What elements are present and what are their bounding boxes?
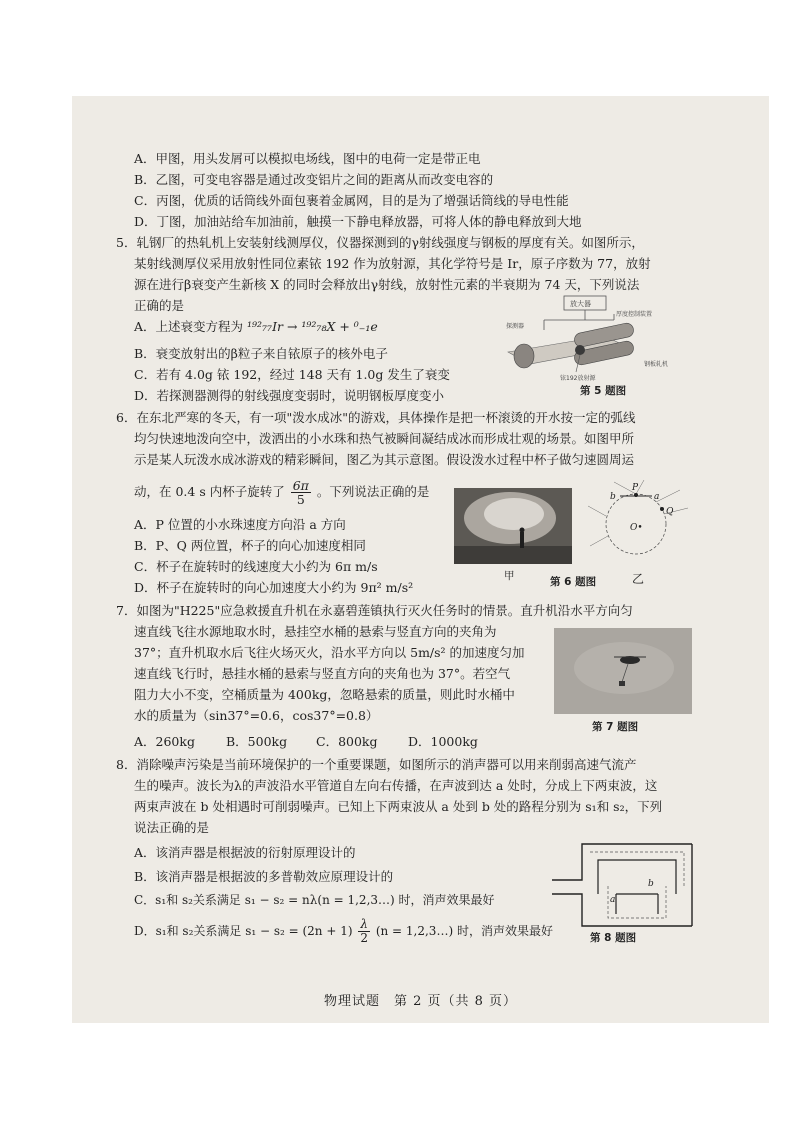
q6-option-b: B．P、Q 两位置，杯子的向心加速度相同 (134, 538, 366, 553)
label-O: O• (630, 523, 643, 533)
q6-option-a: A．P 位置的小水珠速度方向沿 a 方向 (134, 517, 346, 532)
q6-stem-line3: 示是某人玩泼水成冰游戏的精彩瞬间，图乙为其示意图。假设泼水过程中杯子做匀速圆周运 (134, 452, 635, 467)
source-label: 铱192放射源 (560, 375, 596, 382)
q6-angle-fraction (291, 479, 311, 506)
q6-figure-caption: 第 6 题图 (550, 576, 597, 588)
q5-option-a (134, 318, 378, 335)
upper-path (590, 852, 684, 886)
q6-stem-line1: 6．在东北严寒的冬天，有一项"泼水成冰"的游戏，具体操作是把一杯滚烫的开水按一定的弧线 (116, 410, 636, 425)
q8-option-c (134, 892, 495, 909)
q4-option-a: A．甲图，用头发屑可以模拟电场线，图中的电荷一定是带正电 (134, 151, 481, 166)
q5-figure-caption: 第 5 题图 (580, 385, 627, 397)
q8-stem-line2: 生的噪声。波长为λ的声波沿水平管道自左向右传播，在声波到达 a 处时，分成上下两束波，这 (134, 778, 658, 793)
q7-figure-caption: 第 7 题图 (592, 721, 639, 733)
detector-label: 探测器 (506, 323, 525, 330)
q4-option-b: B．乙图，可变电容器是通过改变铝片之间的距离从而改变电容的 (134, 172, 494, 187)
bucket (619, 681, 625, 686)
q7-stem-line6: 水的质量为（sin37°=0.6，cos37°=0.8） (134, 708, 379, 723)
q7-stem-line5: 阻力大小不变，空桶质量为 400kg，忽略悬索的质量，则此时水桶中 (134, 687, 515, 702)
q7-stem-line1: 7．如图为"H225"应急救援直升机在永嘉碧莲镇执行灭火任务时的情景。直升机沿水平方向匀 (116, 603, 633, 618)
q8-option-d-result: 时，消声效果最好 (456, 924, 553, 938)
q8-option-d-denominator: 2 (360, 931, 368, 945)
q8-option-c-result: 时，消声效果最好 (398, 893, 495, 907)
q4-option-c: C．丙图，优质的话筒线外面包裹着金属网，目的是为了增强话筒线的导电性能 (134, 193, 569, 208)
label-a: a (654, 492, 660, 502)
q6-diagram-yi (584, 476, 694, 568)
q8-option-d-numerator: λ (360, 917, 368, 931)
q8-stem-line4: 说法正确的是 (134, 820, 210, 835)
circular-motion-diagram (584, 476, 694, 568)
q6-angle-numerator: 6π (292, 478, 309, 493)
q5-option-b: B．衰变放射出的β粒子来自铱原子的核外电子 (134, 346, 388, 361)
q7-photo (554, 628, 692, 714)
point-b-label: b (648, 879, 654, 889)
q8-option-b: B．该消声器是根据波的多普勒效应原理设计的 (134, 869, 394, 884)
lower-path (608, 886, 666, 918)
control-label: 厚度控制装置 (616, 311, 653, 318)
label-Q: Q (666, 507, 674, 517)
person-silhouette (520, 532, 524, 548)
q5-stem-line2: 某射线测厚仪采用放射性同位素铱 192 作为放射源，其化学符号是 Ir，原子序数为 77，放射 (134, 256, 651, 271)
q6-stem-line2: 均匀快速地泼向空中，泼洒出的小水珠和热气被瞬间凝结成冰而形成壮观的场景。如图甲所 (134, 431, 635, 446)
q6-label-yi: 乙 (632, 572, 645, 586)
q8-stem-line3: 两束声波在 b 处相遇时可削弱噪声。已知上下两束波从 a 处到 b 处的路程分别为 s₁和 s₂，下列 (134, 799, 663, 814)
q6-option-d: D．杯子在旋转时的向心加速度大小约为 9π² m/s² (134, 580, 414, 595)
q8-figure-caption: 第 8 题图 (590, 932, 637, 944)
q5-stem-line1: 5．轧钢厂的热轧机上安装射线测厚仪，仪器探测到的γ射线强度与钢板的厚度有关。如图所示， (116, 235, 644, 250)
q7-option-d: D．1000kg (408, 734, 478, 749)
q5-option-c: C．若有 4.0g 铱 192，经过 148 天有 1.0g 发生了衰变 (134, 367, 450, 382)
q7-option-c: C．800kg (316, 734, 378, 749)
label-b: b (610, 492, 616, 502)
q5-stem-line3: 源在进行β衰变产生新核 X 的同时会释放出γ射线，放射性元素的半衰期为 74 天，下列说法 (134, 277, 640, 292)
point-P (634, 493, 638, 497)
helicopter-photo (554, 628, 692, 714)
q5-figure (504, 294, 694, 394)
point-a-label: a (610, 895, 616, 905)
q5-option-d: D．若探测器测得的射线强度变弱时，说明钢板厚度变小 (134, 388, 445, 403)
q5-decay-equation: ¹⁹²₇₇Ir → ¹⁹²₇₈X + ⁰₋₁e (247, 319, 378, 334)
q7-stem-line4: 速直线飞行时，悬挂水桶的悬索与竖直方向的夹角也为 37°。若空气 (134, 666, 511, 681)
point-Q (660, 507, 664, 511)
water-to-ice-photo (454, 488, 572, 564)
silencer-diagram (552, 830, 698, 930)
q8-figure (552, 830, 698, 930)
q8-option-d-range: (n = 1,2,3…) (375, 924, 454, 938)
q6-label-jia: 甲 (504, 570, 515, 582)
q6-option-c: C．杯子在旋转时的线速度大小约为 6π m/s (134, 559, 378, 574)
roller-label: 钢板轧机 (644, 361, 669, 368)
q7-stem-line3: 37°；直升机取水后飞往火场灭火，沿水平方向以 5m/s² 的加速度匀加 (134, 645, 525, 660)
q6-stem-end: 。下列说法正确的是 (316, 484, 430, 499)
q7-option-b: B．500kg (226, 734, 288, 749)
q8-option-d-condition: D．s₁和 s₂关系满足 s₁ − s₂ = (2n + 1) (134, 924, 353, 938)
q8-option-c-condition: C．s₁和 s₂关系满足 s₁ − s₂ = nλ(n = 1,2,3…) (134, 893, 395, 907)
q6-stem-text: 动，在 0.4 s 内杯子旋转了 (134, 484, 285, 499)
radiation-source (575, 345, 585, 355)
q8-option-a: A．该消声器是根据波的衍射原理设计的 (134, 845, 356, 860)
page-footer: 物理试题 第 2 页（共 8 页） (323, 994, 518, 1009)
exam-page (72, 96, 769, 1023)
amplifier-label: 放大器 (570, 300, 591, 308)
roller-left (514, 344, 534, 368)
q5-stem-line4: 正确的是 (134, 298, 185, 313)
q6-angle-denominator: 5 (296, 492, 305, 507)
label-P: P (632, 483, 639, 493)
q8-stem-line1: 8．消除噪声污染是当前环境保护的一个重要课题，如图所示的消声器可以用来削弱高速气流产 (116, 757, 637, 772)
q5-option-a-prefix: A．上述衰变方程为 (134, 319, 244, 334)
q8-option-d-fraction (358, 918, 370, 945)
q8-option-d (134, 916, 553, 946)
q4-option-d: D．丁图，加油站给车加油前，触摸一下静电释放器，可将人体的静电释放到大地 (134, 214, 582, 229)
q6-photo-jia (454, 488, 572, 564)
q7-stem-line2: 速直线飞往水源地取水时，悬挂空水桶的悬索与竖直方向的夹角为 (134, 624, 497, 639)
thickness-gauge-diagram (504, 294, 694, 394)
q6-stem-line4 (134, 478, 429, 506)
q7-option-a: A．260kg (134, 734, 195, 749)
